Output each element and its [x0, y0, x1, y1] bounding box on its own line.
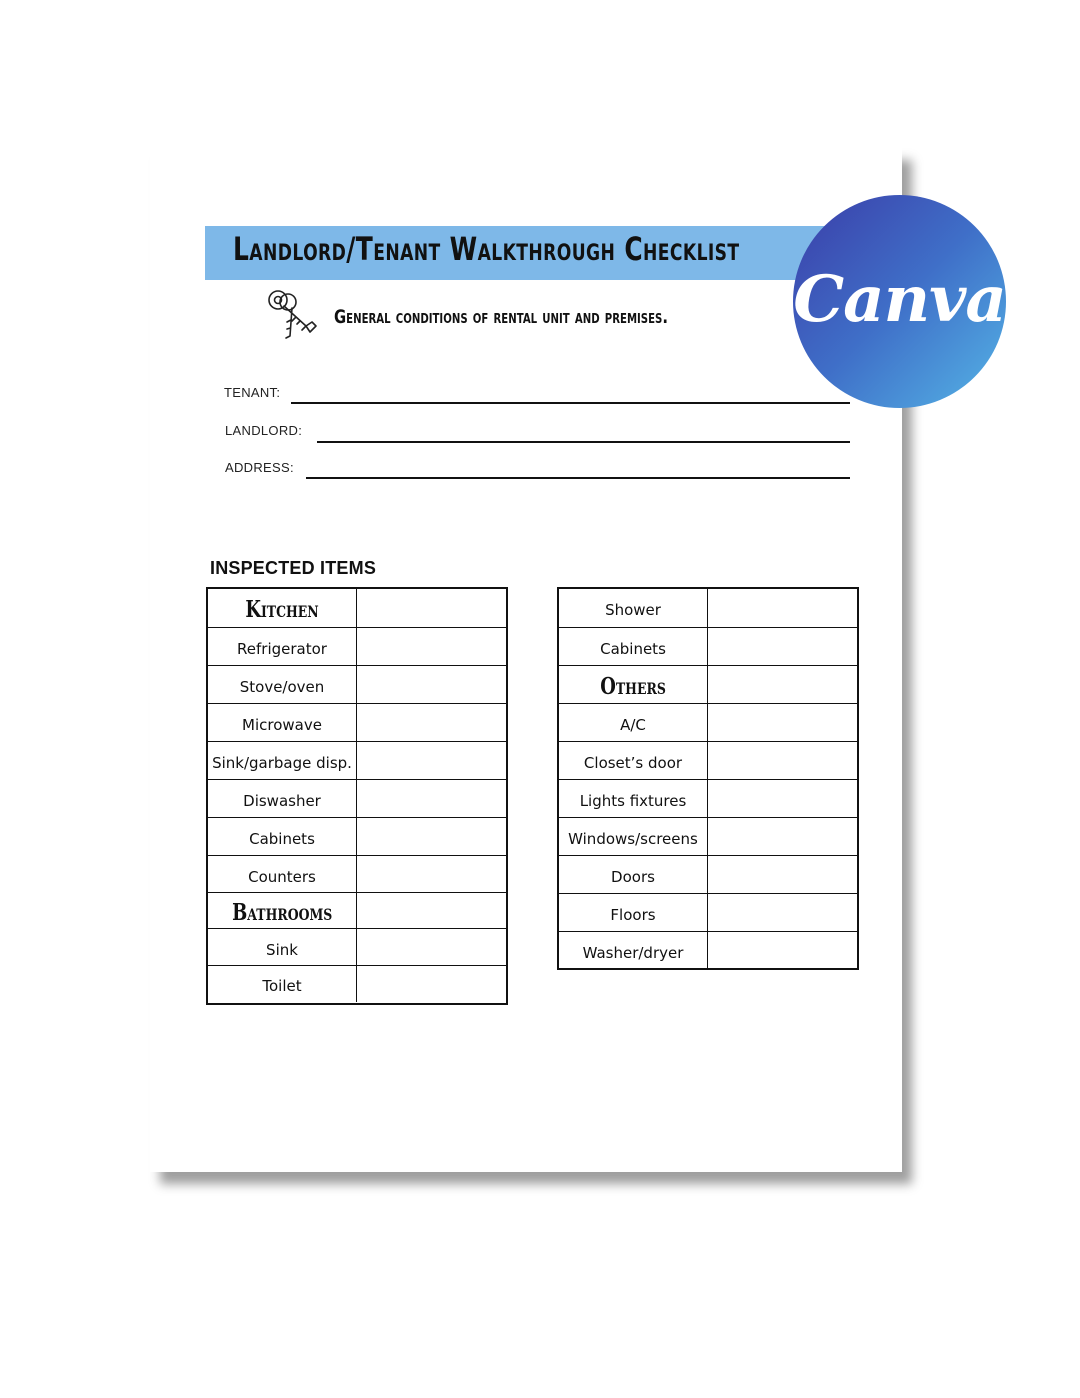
table-row — [208, 703, 506, 742]
item-label — [208, 818, 357, 856]
label-text: Kitchen — [245, 595, 319, 623]
condition-cell[interactable] — [710, 742, 857, 780]
condition-cell[interactable] — [359, 589, 506, 627]
keys-icon — [262, 286, 322, 346]
category-label — [208, 893, 357, 929]
item-label — [559, 894, 708, 932]
tenant-label: TENANT: — [224, 385, 281, 400]
label-text: Microwave — [242, 716, 322, 734]
label-text: Counters — [248, 867, 316, 886]
table-row — [208, 627, 506, 666]
condition-cell[interactable] — [710, 628, 857, 666]
table-row — [559, 589, 857, 627]
condition-cell[interactable] — [359, 666, 506, 704]
label-text: Floors — [610, 906, 656, 924]
table-row — [559, 779, 857, 818]
label-text: Closet’s door — [583, 754, 683, 772]
item-label — [208, 666, 357, 704]
address-line[interactable] — [306, 477, 850, 479]
label-text: A/C — [620, 716, 646, 734]
address-label: ADDRESS: — [225, 460, 294, 475]
label-text: Refrigerator — [237, 640, 327, 658]
table-row — [208, 741, 506, 780]
label-text: Cabinets — [249, 830, 315, 848]
table-row — [559, 931, 857, 969]
item-label — [559, 704, 708, 742]
label-text: Sink — [266, 940, 298, 959]
label-text: Others — [600, 672, 666, 700]
condition-cell[interactable] — [359, 818, 506, 856]
table-row — [208, 965, 506, 1002]
label-text: Sink/garbage disp. — [212, 754, 352, 772]
item-label — [559, 932, 708, 969]
table-row — [559, 627, 857, 666]
canva-badge — [793, 195, 1006, 408]
table-row — [208, 817, 506, 856]
label-text: Diswasher — [243, 792, 321, 810]
label-text: Windows/screens — [568, 830, 698, 848]
condition-cell[interactable] — [710, 818, 857, 856]
document-title: Landlord/Tenant Walkthrough Checklist — [233, 230, 740, 268]
item-label — [559, 628, 708, 666]
item-label — [559, 818, 708, 856]
label-text: Bathrooms — [231, 898, 333, 926]
category-label — [208, 589, 357, 627]
label-text: Shower — [605, 601, 661, 619]
item-label — [559, 856, 708, 894]
item-label — [208, 742, 357, 780]
table-row — [559, 893, 857, 932]
table-row — [208, 928, 506, 966]
left-checklist-table — [206, 587, 508, 1005]
table-row — [559, 817, 857, 856]
condition-cell[interactable] — [359, 966, 506, 1002]
label-text: Lights fixtures — [579, 792, 687, 810]
landlord-label: LANDLORD: — [225, 423, 303, 438]
condition-cell[interactable] — [710, 856, 857, 894]
table-row — [208, 665, 506, 704]
item-label — [208, 856, 357, 893]
condition-cell[interactable] — [710, 666, 857, 704]
label-text: Stove/oven — [239, 678, 325, 696]
condition-cell[interactable] — [359, 893, 506, 929]
category-row — [559, 665, 857, 704]
item-label — [208, 704, 357, 742]
category-row — [208, 589, 506, 627]
condition-cell[interactable] — [710, 780, 857, 818]
table-row — [559, 703, 857, 742]
label-text: Doors — [611, 868, 655, 886]
condition-cell[interactable] — [359, 856, 506, 893]
item-label — [559, 780, 708, 818]
table-row — [208, 855, 506, 893]
condition-cell[interactable] — [710, 932, 857, 969]
item-label — [208, 929, 357, 966]
table-row — [559, 855, 857, 894]
item-label — [208, 780, 357, 818]
section-heading: INSPECTED ITEMS — [210, 558, 377, 578]
table-row — [559, 741, 857, 780]
condition-cell[interactable] — [359, 929, 506, 966]
condition-cell[interactable] — [710, 589, 857, 627]
item-label — [208, 966, 357, 1002]
canva-logo-text: Canva — [793, 262, 1006, 337]
label-text: Toilet — [262, 977, 302, 995]
table-row — [208, 779, 506, 818]
condition-cell[interactable] — [359, 704, 506, 742]
item-label — [559, 589, 708, 627]
condition-cell[interactable] — [710, 704, 857, 742]
condition-cell[interactable] — [359, 742, 506, 780]
condition-cell[interactable] — [710, 894, 857, 932]
condition-cell[interactable] — [359, 780, 506, 818]
condition-cell[interactable] — [359, 628, 506, 666]
category-row — [208, 892, 506, 929]
category-label — [559, 666, 708, 704]
tenant-line[interactable] — [291, 402, 850, 404]
right-checklist-table — [557, 587, 859, 970]
label-text: Cabinets — [600, 640, 666, 658]
item-label — [208, 628, 357, 666]
item-label — [559, 742, 708, 780]
document-subtitle: General conditions of rental unit and premises. — [334, 306, 668, 328]
landlord-line[interactable] — [317, 441, 850, 443]
label-text: Washer/dryer — [582, 943, 684, 962]
